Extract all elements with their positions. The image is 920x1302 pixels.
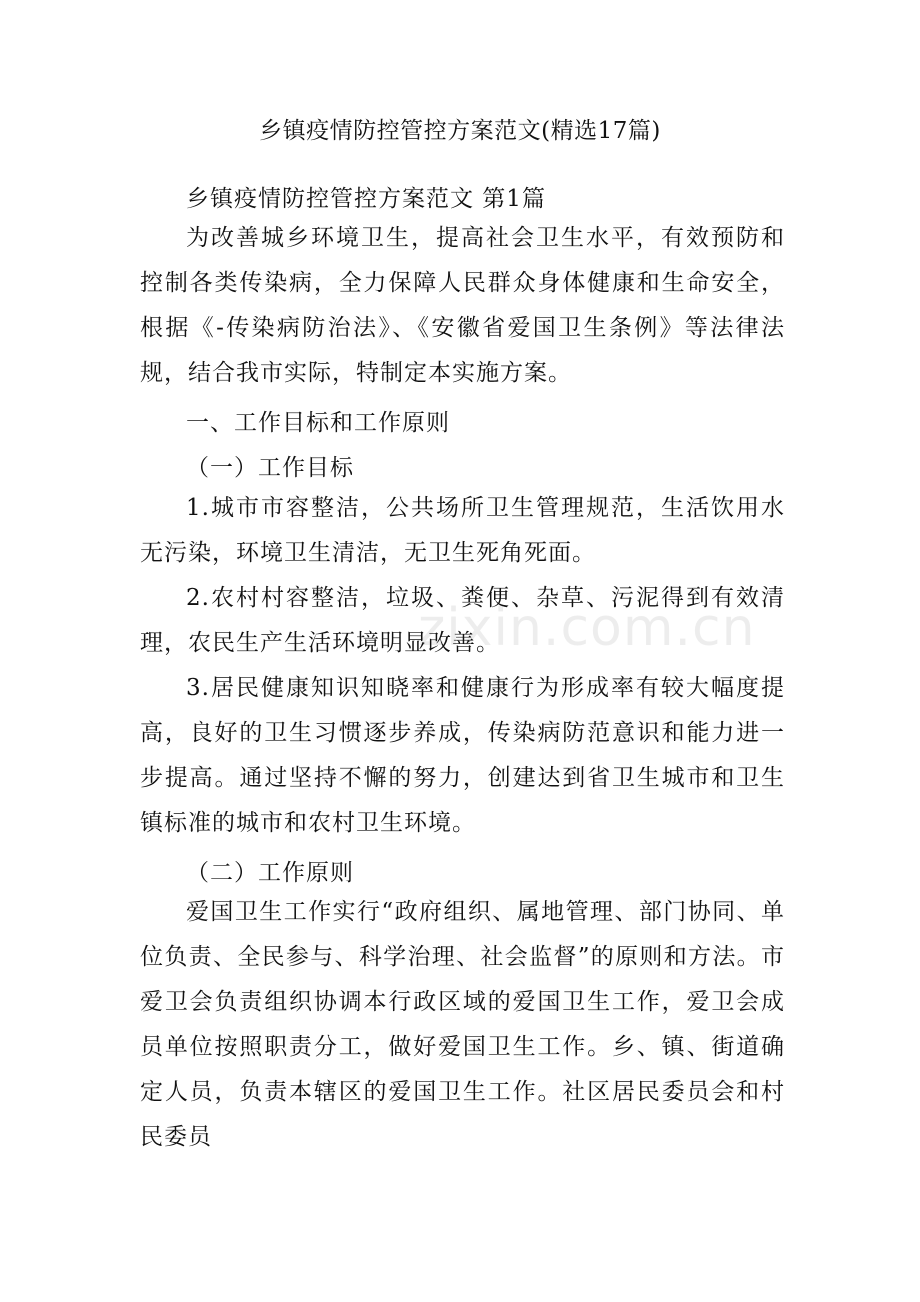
document-title: 乡镇疫情防控管控方案范文(精选17篇): [259, 118, 661, 144]
part1-heading: 一、工作目标和工作原则: [186, 410, 450, 436]
intro-paragraph: 为改善城乡环境卫生，提高社会卫生水平，有效预防和控制各类传染病，全力保障人民群众身体健康和生命安全，根据《-传染病防治法》、《安徽省爱国卫生条例》等法律法规，结合我市实际，特制定本实施方案。: [140, 225, 785, 386]
sub2-heading: （二）工作原则: [186, 860, 354, 886]
sub1-heading: （一）工作目标: [186, 455, 354, 481]
item2-paragraph: 2.农村村容整洁，垃圾、粪便、杂草、污泥得到有效清理，农民生产生活环境明显改善。: [140, 585, 785, 656]
item3-paragraph: 3.居民健康知识知晓率和健康行为形成率有较大幅度提高，良好的卫生习惯逐步养成，传染病防范意识和能力进一步提高。通过坚持不懈的努力，创建达到省卫生城市和卫生镇标准的城市和农村卫生环境。: [140, 675, 785, 836]
section-heading: 乡镇疫情防控管控方案范文 第1篇: [186, 186, 546, 212]
watermark: zixin.com.cn: [418, 598, 756, 658]
principle-paragraph: 爱国卫生工作实行“政府组织、属地管理、部门协同、单位负责、全民参与、科学治理、社会监督”的原则和方法。市爱卫会负责组织协调本行政区域的爱国卫生工作，爱卫会成员单位按照职责分工，做好爱国卫生工作。乡、镇、街道确定人员，负责本辖区的爱国卫生工作。社区居民委员会和村民委员: [140, 899, 785, 1150]
item1-paragraph: 1.城市市容整洁，公共场所卫生管理规范，生活饮用水无污染，环境卫生清洁，无卫生死角死面。: [140, 495, 785, 566]
